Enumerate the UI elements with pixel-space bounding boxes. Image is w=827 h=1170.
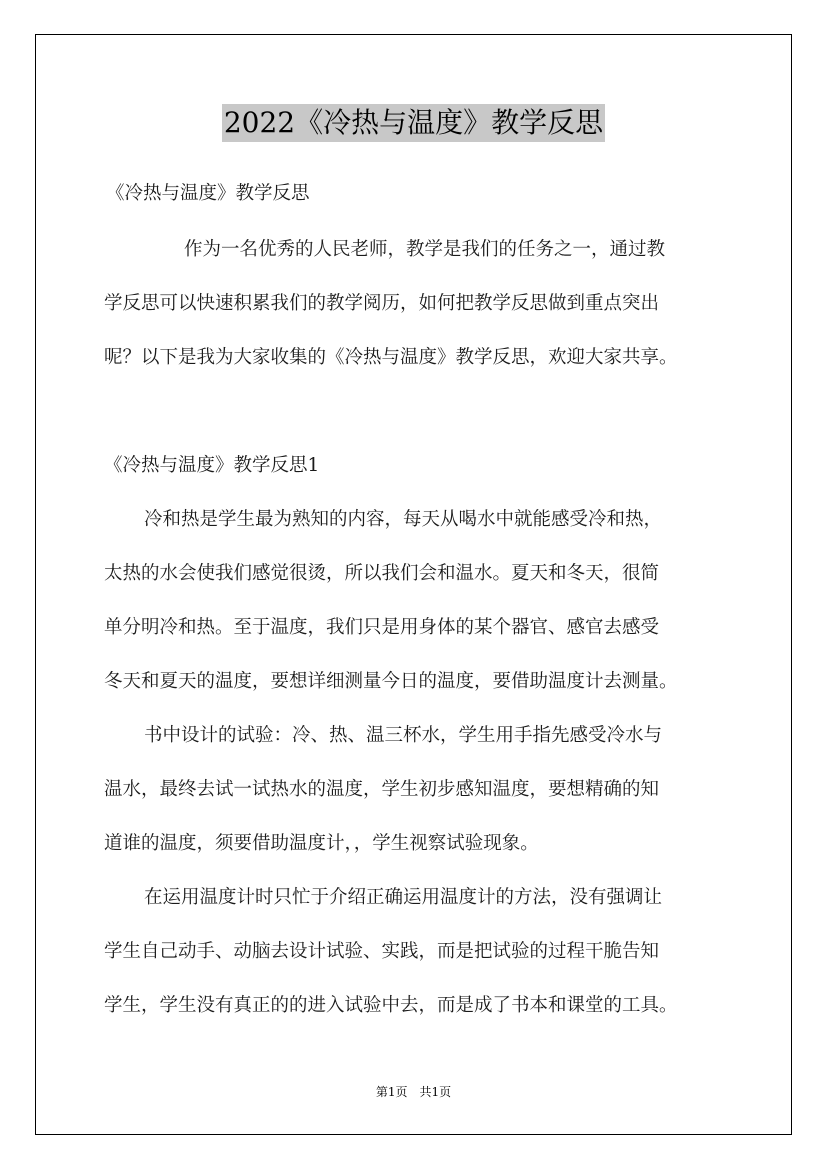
page-footer: 第1页 共1页 bbox=[375, 1085, 452, 1099]
body-line-9: 学生自己动手、动脑去设计试验、实践，而是把试验的过程干脆告知 bbox=[104, 941, 660, 962]
intro-line-3: 呢？以下是我为大家收集的《冷热与温度》教学反思，欢迎大家共享。 bbox=[104, 347, 678, 368]
title-container bbox=[0, 104, 827, 142]
intro-line-2: 学反思可以快速积累我们的教学阅历，如何把教学反思做到重点突出 bbox=[104, 293, 660, 314]
document-subtitle: 《冷热与温度》教学反思 bbox=[106, 183, 310, 204]
body-line-7: 道谁的温度，须要借助温度计，，学生视察试验现象。 bbox=[104, 833, 539, 854]
body-line-1: 冷和热是学生最为熟知的内容，每天从喝水中就能感受冷和热， bbox=[144, 509, 663, 530]
body-line-6: 温水，最终去试一试热水的温度，学生初步感知温度，要想精确的知 bbox=[104, 779, 660, 800]
body-line-10: 学生，学生没有真正的的进入试验中去，而是成了书本和课堂的工具。 bbox=[104, 995, 678, 1016]
section-heading: 《冷热与温度》教学反思1 bbox=[104, 455, 320, 476]
document-title: 2022《冷热与温度》教学反思 bbox=[222, 104, 605, 142]
body-line-5: 书中设计的试验：冷、热、温三杯水，学生用手指先感受冷水与 bbox=[144, 725, 663, 746]
body-line-3: 单分明冷和热。至于温度，我们只是用身体的某个器官、感官去感受 bbox=[104, 617, 660, 638]
body-line-2: 太热的水会使我们感觉很烫，所以我们会和温水。夏天和冬天，很简 bbox=[104, 563, 660, 584]
body-line-4: 冬天和夏天的温度，要想详细测量今日的温度，要借助温度计去测量。 bbox=[104, 671, 678, 692]
body-line-8: 在运用温度计时只忙于介绍正确运用温度计的方法，没有强调让 bbox=[144, 887, 663, 908]
intro-line-1: 作为一名优秀的人民老师，教学是我们的任务之一，通过教 bbox=[184, 239, 666, 260]
